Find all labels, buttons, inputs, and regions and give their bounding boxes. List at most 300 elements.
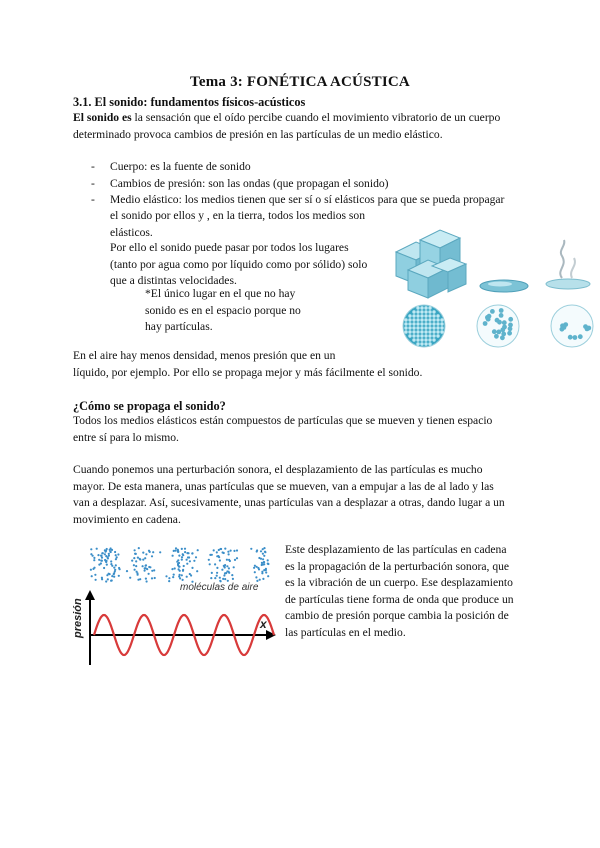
air-molecule-dot (129, 577, 131, 579)
air-molecule-dot (97, 554, 99, 556)
particle (428, 314, 431, 317)
air-molecule-dot (179, 577, 181, 579)
particle (440, 322, 443, 325)
particle (490, 309, 495, 314)
particle (507, 331, 512, 336)
para1-line: Todos los medios elásticos están compuestos de partículas que se mueven y tienen espacio (73, 414, 493, 427)
side-line: las partículas en el medio. (285, 625, 406, 639)
air-molecule-dot (259, 579, 261, 581)
molecules-caption: moléculas de aire (180, 582, 259, 593)
air-molecule-dot (178, 555, 180, 557)
intro-bold: El sonido es (73, 111, 132, 124)
particle (436, 322, 439, 325)
particle (428, 318, 431, 321)
ice-cubes-icon (396, 230, 466, 298)
air-molecule-dot (95, 579, 97, 581)
particle (412, 338, 415, 341)
air-molecule-dot (216, 572, 218, 574)
particle (420, 310, 423, 313)
side-line: de partículas tiene forma de onda que produce un (285, 592, 514, 606)
air-molecule-dot (210, 577, 212, 579)
air-molecule-dot (142, 552, 144, 554)
side-paragraph (285, 542, 526, 642)
air-molecule-dot (93, 559, 95, 561)
air-molecule-dot (214, 577, 216, 579)
air-molecule-dot (196, 570, 198, 572)
air-molecule-dot (226, 565, 228, 567)
particle (424, 326, 427, 329)
particle (562, 325, 567, 330)
air-molecule-dot (142, 559, 144, 561)
air-molecule-dot (177, 549, 179, 551)
air-molecule-dot (145, 553, 147, 555)
particle (420, 318, 423, 321)
air-molecule-dot (114, 551, 116, 553)
air-molecule-dot (106, 548, 108, 550)
particle (416, 318, 419, 321)
particle (404, 322, 407, 325)
air-molecule-dot (186, 576, 188, 578)
air-molecule-dot (256, 566, 258, 568)
air-molecule-dot (182, 569, 184, 571)
particle (420, 322, 423, 325)
air-molecule-dot (148, 566, 150, 568)
air-molecule-dot (257, 567, 259, 569)
particle (436, 314, 439, 317)
particle (432, 338, 435, 341)
air-molecule-dot (226, 559, 228, 561)
particle (416, 322, 419, 325)
particle (412, 334, 415, 337)
particle (416, 338, 419, 341)
air-molecule-dot (181, 548, 183, 550)
air-molecule-dot (216, 575, 218, 577)
air-molecule-dot (107, 578, 109, 580)
particle (416, 334, 419, 337)
air-molecule-dot (116, 556, 118, 558)
air-molecule-dot (233, 550, 235, 552)
air-molecule-dot (250, 548, 252, 550)
side-line: Este desplazamiento de las partículas en cadena (285, 543, 507, 556)
air-molecule-dot (151, 570, 153, 572)
particle (424, 314, 427, 317)
air-molecule-dot (213, 549, 215, 551)
side-line: es la propagación de la perturbación sonora, que (285, 559, 510, 573)
states-line: (tanto por agua como por líquido como por sólido) solo (110, 257, 368, 271)
air-molecule-dot (255, 576, 257, 578)
air-molecule-dot (263, 547, 265, 549)
air-molecule-dot (136, 571, 138, 573)
air-molecule-dot (137, 557, 139, 559)
water-puddle-icon (480, 280, 528, 292)
particle (492, 329, 497, 334)
air-molecule-dot (179, 574, 181, 576)
particle (412, 322, 415, 325)
air-molecule-dot (101, 552, 103, 554)
air-molecule-dot (184, 548, 186, 550)
air-molecule-dot (135, 565, 137, 567)
air-molecule-dot (90, 569, 92, 571)
air-molecule-dot (118, 575, 120, 577)
propagation-para2 (73, 462, 525, 528)
particle (420, 330, 423, 333)
air-molecule-dot (195, 556, 197, 558)
particle (420, 314, 423, 317)
air-molecule-dot (168, 577, 170, 579)
air-molecule-dot (107, 556, 109, 558)
particle (432, 322, 435, 325)
air-molecule-dot (134, 549, 136, 551)
air-molecule-dot (115, 564, 117, 566)
particle (420, 342, 423, 345)
air-molecule-dot (186, 563, 188, 565)
air-molecule-dot (103, 567, 105, 569)
intro-paragraph (73, 110, 525, 143)
air-molecule-dot (146, 580, 148, 582)
air-molecule-dot (101, 560, 103, 562)
particle (412, 310, 415, 313)
particle (428, 330, 431, 333)
air-molecule-dot (263, 555, 265, 557)
air-molecule-dot (254, 571, 256, 573)
air-molecule-dot (144, 557, 146, 559)
air-molecule-dot (110, 580, 112, 582)
particle (483, 321, 488, 326)
para2-line: van a desplazar. Así, sucesivamente, unas partículas van a desplazar a otras, dando lugar a un (73, 496, 505, 510)
particle (424, 322, 427, 325)
particle (408, 318, 411, 321)
particle (436, 318, 439, 321)
air-molecule-dot (104, 549, 106, 551)
particle (408, 314, 411, 317)
air-molecule-dot (145, 567, 147, 569)
air-molecule-dot (118, 567, 120, 569)
air-molecule-dot (218, 549, 220, 551)
air-molecule-dot (232, 578, 234, 580)
note-paragraph (145, 286, 315, 336)
particle (412, 330, 415, 333)
particle (424, 338, 427, 341)
particle (495, 318, 500, 323)
intro-rest-line1: la sensación que el oído percibe cuando el movimiento vibratorio de un cuerpo (131, 111, 501, 124)
air-molecule-dot (151, 555, 153, 557)
states-of-matter-figure (386, 222, 598, 362)
particle (432, 314, 435, 317)
air-molecule-dot (234, 559, 236, 561)
particle (508, 326, 513, 331)
air-molecule-dot (154, 577, 156, 579)
para1-line: entre sí para lo mismo. (73, 430, 179, 444)
air-molecule-dot (104, 559, 106, 561)
air-molecule-dot (264, 551, 266, 553)
air-molecule-dot (173, 574, 175, 576)
particle (436, 326, 439, 329)
air-molecule-dot (149, 551, 151, 553)
particle (416, 342, 419, 345)
air-molecule-dot (231, 574, 233, 576)
particle (408, 326, 411, 329)
air-molecule-dot (113, 567, 115, 569)
air-molecule-dot (183, 565, 185, 567)
particle (412, 318, 415, 321)
air-molecule-dot (267, 563, 269, 565)
particle (499, 313, 504, 318)
air-molecule-dot (261, 571, 263, 573)
note-line: *El único lugar en el que no hay (145, 287, 296, 300)
air-molecule-dot (209, 563, 211, 565)
air-molecule-dot (109, 573, 111, 575)
y-axis-arrow (85, 590, 95, 600)
air-molecule-dot (208, 559, 210, 561)
particle (578, 334, 583, 339)
particle (428, 322, 431, 325)
air-molecule-dot (216, 567, 218, 569)
air-molecule-dot (144, 570, 146, 572)
air-molecule-dot (110, 551, 112, 553)
air-molecule-dot (165, 575, 167, 577)
propagation-para1 (73, 413, 525, 446)
particle (420, 306, 423, 309)
liquid-particles-icon (477, 305, 519, 347)
air-molecule-dot (174, 550, 176, 552)
particle (440, 318, 443, 321)
air-molecule-dot (131, 560, 133, 562)
air-molecule-dot (171, 568, 173, 570)
air-molecule-dot (111, 565, 113, 567)
air-molecule-dot (262, 578, 264, 580)
air-molecule-dot (265, 571, 267, 573)
air-molecule-dot (221, 569, 223, 571)
particle (494, 334, 499, 339)
air-molecule-dot (228, 572, 230, 574)
air-molecule-dot (94, 574, 96, 576)
air-molecule-dot (219, 559, 221, 561)
particle (420, 338, 423, 341)
air-molecule-dot (113, 576, 115, 578)
particle (502, 320, 507, 325)
particle (432, 334, 435, 337)
air-molecule-dot (217, 555, 219, 557)
y-axis-label: presión (72, 598, 84, 638)
air-molecule-dot (253, 567, 255, 569)
air-molecule-dot (186, 552, 188, 554)
air-molecule-dot (105, 580, 107, 582)
particle (416, 326, 419, 329)
particle (408, 334, 411, 337)
bullet-list (91, 159, 531, 209)
air-molecule-dot (193, 560, 195, 562)
particle (412, 314, 415, 317)
particle (428, 334, 431, 337)
particle (416, 314, 419, 317)
particle (408, 322, 411, 325)
states-line: que a distintas velocidades. (110, 274, 237, 288)
air-molecule-dot (216, 551, 218, 553)
air-molecule-dot (177, 559, 179, 561)
air-molecule-dot (181, 559, 183, 561)
air-molecule-dot (228, 553, 230, 555)
air-molecule-dot (228, 567, 230, 569)
air-molecule-dot (224, 578, 226, 580)
particle (440, 330, 443, 333)
air-molecule-dot (191, 567, 193, 569)
air-molecule-dot (258, 557, 260, 559)
air-line: En el aire hay menos densidad, menos presión que en un (73, 349, 336, 362)
x-axis-label: x (260, 617, 267, 631)
air-molecule-dot (223, 552, 225, 554)
air-molecule-dot (110, 560, 112, 562)
air-molecule-dot (227, 551, 229, 553)
air-molecule-dot (236, 549, 238, 551)
air-molecule-dot (209, 554, 211, 556)
air-molecule-dot (178, 568, 180, 570)
air-molecule-dot (114, 570, 116, 572)
air-molecule-dot (145, 564, 147, 566)
air-molecule-dot (133, 564, 135, 566)
propagation-heading: ¿Cómo se propaga el sonido? (73, 399, 226, 413)
air-molecule-dot (126, 570, 128, 572)
air-molecule-dot (152, 551, 154, 553)
particle (432, 326, 435, 329)
particle (404, 330, 407, 333)
air-molecule-dot (93, 567, 95, 569)
air-molecule-dot (267, 559, 269, 561)
air-molecule-dot (197, 549, 199, 551)
para2-line: Cuando ponemos una perturbación sonora, el desplazamiento de las partículas es mucho (73, 463, 483, 476)
particle (432, 330, 435, 333)
air-molecule-dot (145, 578, 147, 580)
particle (432, 310, 435, 313)
air-molecule-dot (100, 555, 102, 557)
air-molecule-dot (256, 550, 258, 552)
particle (404, 326, 407, 329)
air-molecule-dot (137, 574, 139, 576)
air-molecule-dot (229, 560, 231, 562)
air-molecule-dot (106, 564, 108, 566)
air-molecule-dot (224, 566, 226, 568)
air-molecule-dot (100, 562, 102, 564)
particle (420, 334, 423, 337)
solid-particles-icon (403, 305, 445, 347)
air-molecule-dot (92, 555, 94, 557)
air-molecule-dot (137, 579, 139, 581)
air-molecule-dot (182, 579, 184, 581)
air-molecule-dot (177, 564, 179, 566)
air-paragraph (73, 348, 533, 381)
particle (436, 334, 439, 337)
air-molecule-dot (186, 559, 188, 561)
air-molecule-dot (181, 556, 183, 558)
particle (408, 330, 411, 333)
particle (436, 330, 439, 333)
page-title: Tema 3: FONÉTICA ACÚSTICA (190, 74, 410, 90)
bullet-item: - Cambios de presión: son las ondas (que propagan el sonido) (91, 176, 531, 193)
air-molecule-dot (148, 573, 150, 575)
air-molecule-dot (263, 561, 265, 563)
air-molecule-dot (139, 559, 141, 561)
air-molecule-dot (108, 553, 110, 555)
air-molecule-dot (106, 574, 108, 576)
particle (432, 318, 435, 321)
particle (416, 310, 419, 313)
particle (508, 317, 513, 322)
side-line: cambio de presión porque cambia la posición de (285, 609, 509, 623)
air-molecule-dot (233, 566, 235, 568)
steam-puddle-icon (546, 240, 590, 289)
particle-circle-outline (477, 305, 519, 347)
air-molecule-dot (135, 553, 137, 555)
air-molecule-dot (265, 569, 267, 571)
air-molecule-dot (224, 572, 226, 574)
air-molecule-dot (159, 551, 161, 553)
bullet3-continuation (110, 208, 365, 241)
note-line: sonido es en el espacio porque no (145, 303, 301, 317)
particle (501, 332, 506, 337)
air-molecule-dot (263, 563, 265, 565)
bullet3-cont-line: elásticos. (110, 225, 153, 239)
particle (424, 310, 427, 313)
particle (428, 310, 431, 313)
air-molecule-dot (219, 577, 221, 579)
air-molecule-dot (115, 554, 117, 556)
air-molecule-dot (134, 569, 136, 571)
air-molecule-dot (117, 553, 119, 555)
note-line: hay partículas. (145, 320, 213, 334)
air-molecule-dot (172, 576, 174, 578)
air-molecule-dot (262, 558, 264, 560)
particle (428, 306, 431, 309)
air-molecule-dot (98, 559, 100, 561)
air-molecules-dots (90, 547, 270, 583)
air-molecule-dot (224, 548, 226, 550)
particle (420, 326, 423, 329)
para2-line: movimiento en cadena. (73, 512, 181, 526)
states-paragraph (110, 240, 380, 290)
particle (500, 327, 505, 332)
bullet-item: - Cuerpo: es la fuente de sonido (91, 159, 531, 176)
particle (499, 308, 504, 313)
para2-line: mayor. De esta manera, unas partículas que se mueven, van a empujar a las de al lado y las (73, 479, 494, 493)
air-molecule-dot (135, 560, 137, 562)
states-line: Por ello el sonido puede pasar por todos los lugares (110, 241, 349, 254)
air-molecule-dot (189, 573, 191, 575)
intro-rest-line2: determinado provoca cambios de presión en las partículas de un medio elástico. (73, 127, 443, 141)
air-molecule-dot (178, 562, 180, 564)
particle (404, 318, 407, 321)
particle (424, 306, 427, 309)
bullet3-cont-line: el sonido por ellos y , en la tierra, todos los medios son (110, 209, 366, 222)
air-molecule-dot (181, 574, 183, 576)
air-molecule-dot (172, 555, 174, 557)
particle (416, 306, 419, 309)
particle (428, 326, 431, 329)
particle (412, 326, 415, 329)
air-molecule-dot (96, 548, 98, 550)
particle (440, 326, 443, 329)
particle (573, 335, 578, 340)
air-molecule-dot (230, 550, 232, 552)
air-molecule-dot (151, 577, 153, 579)
sound-wave-figure (70, 540, 280, 670)
air-molecule-dot (91, 575, 93, 577)
particle (424, 334, 427, 337)
particle (428, 342, 431, 345)
air-molecule-dot (236, 557, 238, 559)
bullet-item: - Medio elástico: los medios tienen que ser sí o sí elásticos para que se pueda propagar (91, 192, 531, 209)
air-molecule-dot (110, 547, 112, 549)
air-molecule-dot (138, 547, 140, 549)
air-molecule-dot (153, 569, 155, 571)
